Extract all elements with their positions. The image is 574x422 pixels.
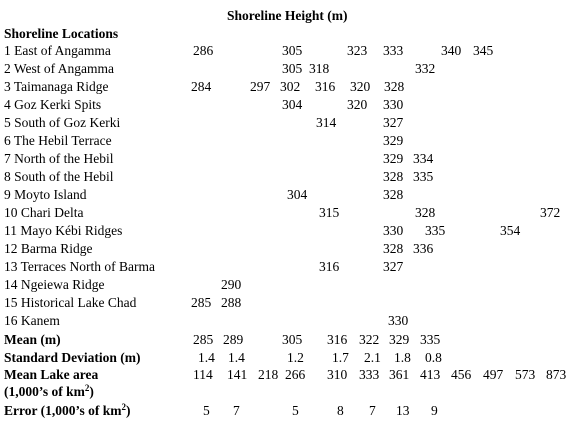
error-cell: 8 xyxy=(337,403,344,418)
location-name: 4 Goz Kerki Spits xyxy=(4,97,102,112)
sd-cell: 1.7 xyxy=(332,350,349,365)
location-name: 5 South of Goz Kerki xyxy=(4,115,121,130)
mean-cell: 305 xyxy=(282,332,303,347)
area-cell: 497 xyxy=(483,367,504,382)
height-cell: 316 xyxy=(319,259,340,274)
height-cell: 329 xyxy=(383,151,404,166)
mean-cell: 322 xyxy=(359,332,380,347)
sd-cell: 2.1 xyxy=(364,350,381,365)
height-cell: 332 xyxy=(415,61,436,76)
height-cell: 316 xyxy=(315,79,336,94)
height-cell: 286 xyxy=(193,43,214,58)
sd-cell: 1.4 xyxy=(198,350,215,365)
height-cell: 328 xyxy=(415,205,436,220)
area-cell: 333 xyxy=(359,367,380,382)
location-name: 10 Chari Delta xyxy=(4,205,84,220)
location-name: 16 Kanem xyxy=(4,313,60,328)
height-cell: 329 xyxy=(383,133,404,148)
height-cell: 345 xyxy=(473,43,494,58)
area-cell: 266 xyxy=(285,367,306,382)
mean-cell: 285 xyxy=(193,332,214,347)
height-cell: 285 xyxy=(191,295,212,310)
height-cell: 354 xyxy=(500,223,521,238)
height-cell: 330 xyxy=(388,313,409,328)
location-name: 13 Terraces North of Barma xyxy=(4,259,155,274)
height-cell: 304 xyxy=(282,97,303,112)
location-name: 8 South of the Hebil xyxy=(4,169,114,184)
location-name: 3 Taimanaga Ridge xyxy=(4,79,109,94)
area-cell: 114 xyxy=(193,367,213,382)
sd-cell: 1.2 xyxy=(287,350,304,365)
area-cell: 456 xyxy=(451,367,472,382)
height-cell: 328 xyxy=(383,187,404,202)
height-cell: 330 xyxy=(383,223,404,238)
height-cell: 335 xyxy=(425,223,446,238)
location-name: 11 Mayo Kébi Ridges xyxy=(4,223,123,238)
locations-header: Shoreline Locations xyxy=(4,26,119,41)
location-name: 9 Moyto Island xyxy=(4,187,87,202)
height-cell: 340 xyxy=(441,43,462,58)
height-cell: 328 xyxy=(383,241,404,256)
height-cell: 320 xyxy=(350,79,371,94)
height-cell: 327 xyxy=(383,115,404,130)
area-cell: 873 xyxy=(546,367,567,382)
mean-cell: 329 xyxy=(389,332,410,347)
height-cell: 302 xyxy=(280,79,301,94)
error-cell: 7 xyxy=(233,403,240,418)
height-cell: 372 xyxy=(540,205,561,220)
error-label: Error (1,000’s of $km^2$) xyxy=(4,402,131,418)
location-name: 15 Historical Lake Chad xyxy=(4,295,137,310)
location-name: 1 East of Angamma xyxy=(4,43,111,58)
height-cell: 290 xyxy=(221,277,242,292)
sd-cell: 1.4 xyxy=(228,350,245,365)
location-name: 12 Barma Ridge xyxy=(4,241,93,256)
height-cell: 335 xyxy=(413,169,434,184)
error-cell: 9 xyxy=(431,403,438,418)
sd-label: Standard Deviation (m) xyxy=(4,350,141,365)
height-cell: 305 xyxy=(282,43,303,58)
height-cell: 314 xyxy=(316,115,337,130)
height-cell: 328 xyxy=(384,79,405,94)
height-cell: 327 xyxy=(383,259,404,274)
table-title: Shoreline Height (m) xyxy=(227,8,348,23)
height-cell: 305 xyxy=(282,61,303,76)
height-cell: 288 xyxy=(221,295,242,310)
height-cell: 333 xyxy=(383,43,404,58)
height-cell: 304 xyxy=(287,187,308,202)
height-cell: 315 xyxy=(319,205,340,220)
location-name: 2 West of Angamma xyxy=(4,61,115,76)
area-cell: 361 xyxy=(389,367,410,382)
area-cell: 573 xyxy=(515,367,536,382)
mean-cell: 335 xyxy=(420,332,441,347)
mean-cell: 316 xyxy=(327,332,348,347)
height-cell: 328 xyxy=(383,169,404,184)
height-cell: 323 xyxy=(347,43,368,58)
height-cell: 297 xyxy=(250,79,271,94)
area-cell: 141 xyxy=(227,367,248,382)
height-cell: 284 xyxy=(191,79,212,94)
area-cell: 218 xyxy=(258,367,279,382)
error-cell: 13 xyxy=(396,403,410,418)
sd-cell: 0.8 xyxy=(425,350,442,365)
area-cell: 413 xyxy=(420,367,441,382)
area-label-unit: (1,000’s of $km^2$) xyxy=(4,383,94,399)
height-cell: 334 xyxy=(413,151,434,166)
location-name: 14 Ngeiewa Ridge xyxy=(4,277,105,292)
area-cell: 310 xyxy=(327,367,348,382)
error-cell: 5 xyxy=(203,403,210,418)
mean-label: Mean (m) xyxy=(4,332,61,347)
location-name: 6 The Hebil Terrace xyxy=(4,133,112,148)
area-label: Mean Lake area xyxy=(4,367,99,382)
error-cell: 5 xyxy=(292,403,299,418)
height-cell: 320 xyxy=(347,97,368,112)
mean-cell: 289 xyxy=(223,332,244,347)
sd-cell: 1.8 xyxy=(394,350,411,365)
height-cell: 330 xyxy=(383,97,404,112)
error-cell: 7 xyxy=(369,403,376,418)
height-cell: 336 xyxy=(413,241,434,256)
height-cell: 318 xyxy=(309,61,330,76)
location-name: 7 North of the Hebil xyxy=(4,151,114,166)
